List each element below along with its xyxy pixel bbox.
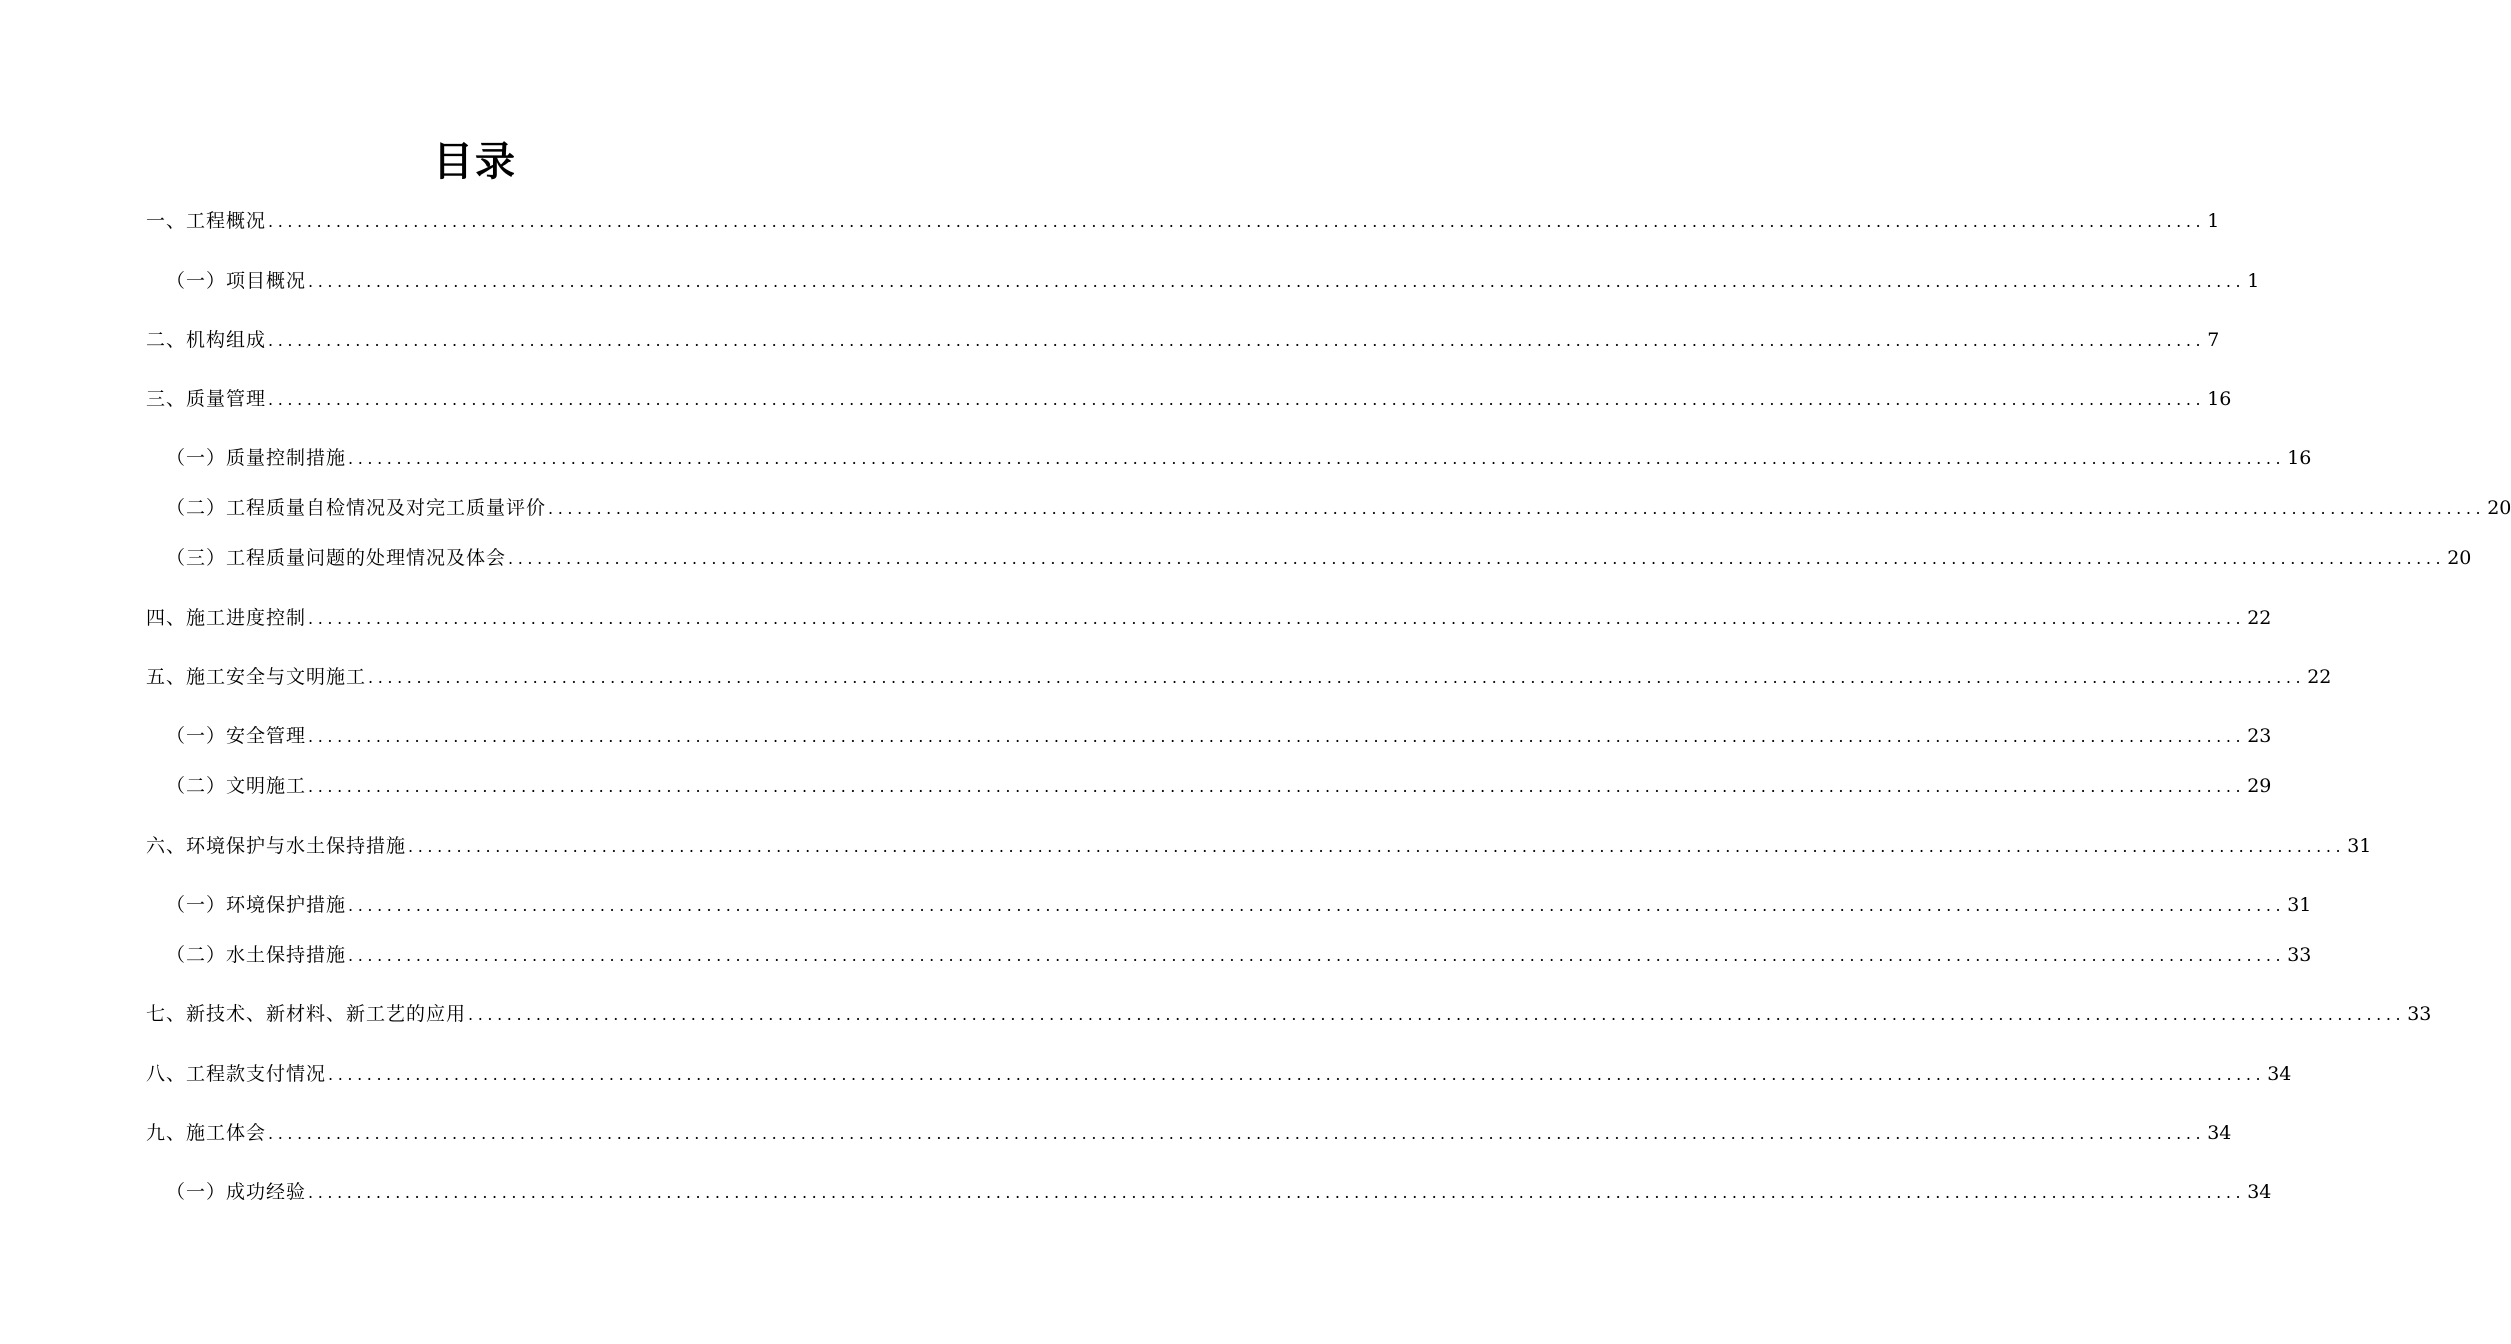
toc-entry-page-number: 1 bbox=[2247, 270, 2260, 292]
toc-entry[interactable] bbox=[166, 721, 2272, 751]
dot-leader: ........................................................................................................................................................................................................ bbox=[308, 777, 2246, 796]
toc-entry-label: （二）工程质量自检情况及对完工质量评价 bbox=[166, 497, 547, 519]
dot-leader: ........................................................................................................................................................................................................ bbox=[548, 499, 2486, 518]
dot-leader: ........................................................................................................................................................................................................ bbox=[408, 837, 2346, 856]
toc-entry[interactable] bbox=[166, 543, 2472, 573]
dot-leader: ........................................................................................................................................................................................................ bbox=[268, 390, 2206, 409]
toc-entry[interactable] bbox=[166, 1177, 2272, 1207]
toc-entry-page-number: 31 bbox=[2287, 894, 2312, 916]
toc-entry-label: （一）环境保护措施 bbox=[166, 894, 347, 916]
toc-title: 目录 bbox=[433, 139, 517, 185]
toc-entry-label: （一）安全管理 bbox=[166, 725, 307, 747]
toc-entry-page-number: 16 bbox=[2287, 447, 2312, 469]
toc-entry-label: 六、环境保护与水土保持措施 bbox=[146, 835, 407, 857]
toc-entry-page-number: 22 bbox=[2307, 666, 2332, 688]
toc-entry[interactable] bbox=[146, 325, 2220, 355]
toc-entry-page-number: 20 bbox=[2447, 547, 2472, 569]
toc-entry-page-number: 29 bbox=[2247, 775, 2272, 797]
toc-entry-page-number: 1 bbox=[2207, 210, 2220, 232]
toc-entry-page-number: 33 bbox=[2287, 944, 2312, 966]
toc-entry-label: 一、工程概况 bbox=[146, 210, 267, 232]
toc-entry-label: （一）质量控制措施 bbox=[166, 447, 347, 469]
dot-leader: ........................................................................................................................................................................................................ bbox=[268, 331, 2206, 350]
toc-entry[interactable] bbox=[146, 1118, 2232, 1148]
toc-entry[interactable] bbox=[166, 266, 2260, 296]
toc-entry[interactable] bbox=[166, 443, 2312, 473]
toc-entry-label: （一）成功经验 bbox=[166, 1181, 307, 1203]
toc-entry-page-number: 7 bbox=[2207, 329, 2220, 351]
dot-leader: ........................................................................................................................................................................................................ bbox=[348, 946, 2286, 965]
toc-entry-label: 七、新技术、新材料、新工艺的应用 bbox=[146, 1003, 467, 1025]
toc-entry-label: 二、机构组成 bbox=[146, 329, 267, 351]
dot-leader: ........................................................................................................................................................................................................ bbox=[308, 609, 2246, 628]
toc-entry-label: （二）水土保持措施 bbox=[166, 944, 347, 966]
toc-entry-label: 九、施工体会 bbox=[146, 1122, 267, 1144]
toc-entry-page-number: 20 bbox=[2487, 497, 2511, 519]
toc-entry-page-number: 23 bbox=[2247, 725, 2272, 747]
toc-entry[interactable] bbox=[146, 831, 2372, 861]
dot-leader: ........................................................................................................................................................................................................ bbox=[268, 212, 2206, 231]
toc-entry-page-number: 34 bbox=[2267, 1063, 2292, 1085]
toc-entry-page-number: 31 bbox=[2347, 835, 2372, 857]
dot-leader: ........................................................................................................................................................................................................ bbox=[268, 1124, 2206, 1143]
dot-leader: ........................................................................................................................................................................................................ bbox=[308, 272, 2246, 291]
toc-entry[interactable] bbox=[146, 999, 2432, 1029]
toc-entry[interactable] bbox=[166, 771, 2272, 801]
toc-entry[interactable] bbox=[146, 1059, 2292, 1089]
dot-leader: ........................................................................................................................................................................................................ bbox=[348, 449, 2286, 468]
toc-entry-label: （二）文明施工 bbox=[166, 775, 307, 797]
dot-leader: ........................................................................................................................................................................................................ bbox=[308, 1183, 2246, 1202]
dot-leader: ........................................................................................................................................................................................................ bbox=[348, 896, 2286, 915]
toc-entry[interactable] bbox=[166, 940, 2312, 970]
toc-entry-label: （一）项目概况 bbox=[166, 270, 307, 292]
toc-entry-page-number: 34 bbox=[2207, 1122, 2232, 1144]
dot-leader: ........................................................................................................................................................................................................ bbox=[328, 1065, 2266, 1084]
toc-entry[interactable] bbox=[146, 662, 2332, 692]
dot-leader: ........................................................................................................................................................................................................ bbox=[368, 668, 2306, 687]
dot-leader: ........................................................................................................................................................................................................ bbox=[468, 1005, 2406, 1024]
toc-entry-label: 四、施工进度控制 bbox=[146, 607, 307, 629]
toc-entry-label: 八、工程款支付情况 bbox=[146, 1063, 327, 1085]
toc-entry[interactable] bbox=[166, 890, 2312, 920]
toc-entry-label: 五、施工安全与文明施工 bbox=[146, 666, 367, 688]
toc-entry[interactable] bbox=[146, 384, 2232, 414]
dot-leader: ........................................................................................................................................................................................................ bbox=[308, 727, 2246, 746]
toc-entry[interactable] bbox=[166, 493, 2511, 523]
toc-entry-page-number: 16 bbox=[2207, 388, 2232, 410]
toc-entry-page-number: 33 bbox=[2407, 1003, 2432, 1025]
dot-leader: ........................................................................................................................................................................................................ bbox=[508, 549, 2446, 568]
toc-entry-label: （三）工程质量问题的处理情况及体会 bbox=[166, 547, 507, 569]
toc-entry[interactable] bbox=[146, 206, 2220, 236]
toc-entry[interactable] bbox=[146, 603, 2272, 633]
toc-entry-page-number: 34 bbox=[2247, 1181, 2272, 1203]
toc-entry-page-number: 22 bbox=[2247, 607, 2272, 629]
toc-entry-label: 三、质量管理 bbox=[146, 388, 267, 410]
